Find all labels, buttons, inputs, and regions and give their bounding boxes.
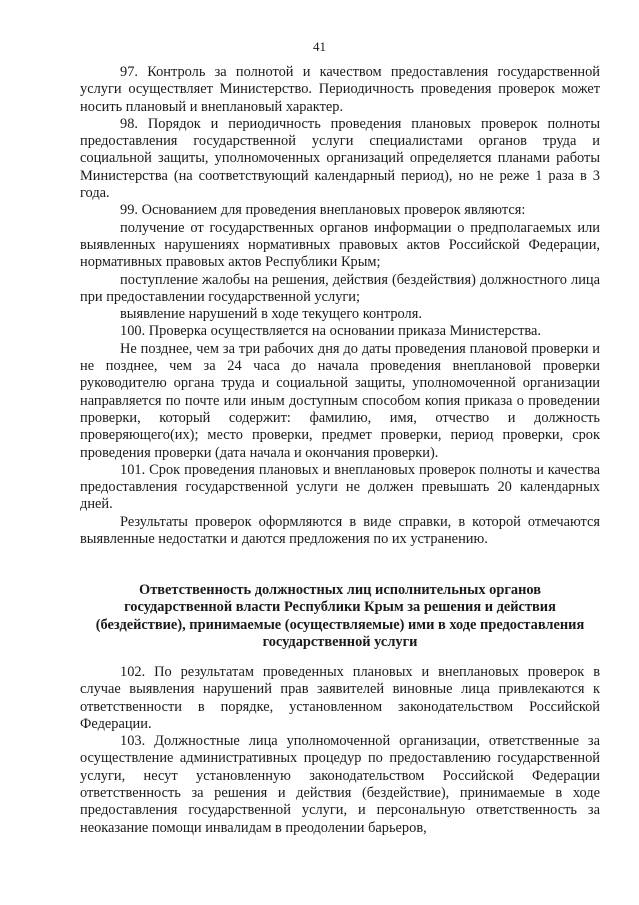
section-heading-line-3: (бездействие), принимаемые (осуществляемые) ими в ходе предоставления xyxy=(95,616,585,633)
section-heading-line-4: государственной услуги xyxy=(262,633,418,650)
section-heading xyxy=(80,582,600,651)
paragraph-101: 101. Срок проведения плановых и внеплановых проверок полноты и качества предоставления государственной услуги не должен превышать 20 календарных дней. xyxy=(80,461,600,513)
paragraph-97: 97. Контроль за полнотой и качеством предоставления государственной услуги осуществляет Министерство. Периодичность проведения проверок может носить плановый и внеплановый характер. xyxy=(80,64,600,115)
paragraph-103: 103. Должностные лица уполномоченной организации, ответственные за осуществление административных процедур по предоставлению государственной услуги, несут установленную законодательством Российской Федерации ответственность за решения и действия (бездействие), принимаемые в ходе предоставления государственной услуги, и персональную ответственность за неоказание помощи инвалидам в преодолении барьеров, xyxy=(80,733,600,836)
page-number: 41 xyxy=(313,39,326,54)
paragraph-102: 102. По результатам проведенных плановых и внеплановых проверок в случае выявления нарушений прав заявителей виновные лица привлекаются к ответственности в порядке, установленном законодательством Российской Федерации. xyxy=(80,664,600,732)
paragraph-99-item-2: поступление жалобы на решения, действия (бездействия) должностного лица при предоставлении государственной услуги; xyxy=(80,271,600,305)
paragraph-99: 99. Основанием для проведения внеплановых проверок являются: xyxy=(120,202,526,219)
responsibility-section xyxy=(80,664,600,837)
paragraph-99-item-1: получение от государственных органов информации о предполагаемых или выявленных нарушениях нормативных правовых актов Российской Федерации, нормативных правовых актов Республики Крым; xyxy=(80,219,600,271)
paragraph-98: 98. Порядок и периодичность проведения плановых проверок полноты предоставления государственной услуги специалистами органов труда и социальной защиты, уполномоченных организаций определяется планами работы Министерства (на соответствующий календарный период), но не реже 1 раза в 3 года. xyxy=(80,115,600,202)
paragraph-99-item-3: выявление нарушений в ходе текущего контроля. xyxy=(120,306,422,323)
monitoring-section xyxy=(80,64,600,548)
paragraph-101-results: Результаты проверок оформляются в виде справки, в которой отмечаются выявленные недостатки и даются предложения по их устранению. xyxy=(80,513,600,548)
paragraph-100-notice: Не позднее, чем за три рабочих дня до даты проведения плановой проверки и не позднее, чем за 24 часа до начала проведения внеплановой проверки руководителю органа труда и социальной защиты, уполномоченной организации направляется по почте или иным доступным способом копия приказа о проведении проверки, который содержит: фамилию, имя, отчество и должность проверяющего(их); место проверки, предмет проверки, период проверки, срок проведения проверки (дата начала и окончания проверки). xyxy=(80,340,600,461)
paragraph-100: 100. Проверка осуществляется на основании приказа Министерства. xyxy=(120,323,541,340)
section-heading-line-1: Ответственность должностных лиц исполнительных органов xyxy=(139,582,541,598)
section-heading-line-2: государственной власти Республики Крым за решения и действия xyxy=(124,599,556,616)
